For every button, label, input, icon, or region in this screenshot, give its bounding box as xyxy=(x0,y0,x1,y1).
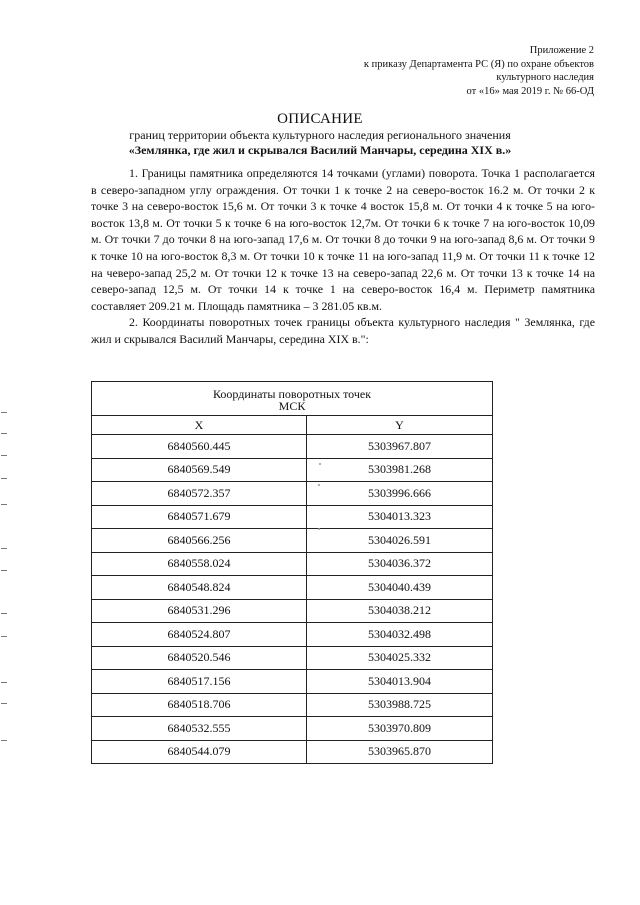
table-caption-line: Координаты поворотных точек xyxy=(212,387,372,401)
scan-margin-mark xyxy=(1,636,7,637)
appendix-line: культурного наследия xyxy=(496,72,594,84)
table-row xyxy=(92,670,493,694)
cell-x: 6840520.546 xyxy=(92,646,307,670)
table-row xyxy=(92,740,493,764)
coordinates-intro-paragraph: 2. Координаты поворотных точек границы объекта культурного наследия " Землянка, где жил и скрывался Василий Манчары, середина XIX в.": xyxy=(91,315,595,346)
cell-y: 5304040.439 xyxy=(307,576,493,600)
cell-y: 5303970.809 xyxy=(307,717,493,741)
document-subtitle xyxy=(0,128,640,158)
cell-x: 6840532.555 xyxy=(92,717,307,741)
table-caption-system: МСК xyxy=(278,399,306,413)
cell-y: 5304026.591 xyxy=(307,529,493,553)
cell-y: 5304013.323 xyxy=(307,505,493,529)
cell-x: 6840524.807 xyxy=(92,623,307,647)
table-row xyxy=(92,646,493,670)
table-row xyxy=(92,505,493,529)
table-row xyxy=(92,482,493,506)
appendix-line: к приказу Департамента РС (Я) по охране объектов xyxy=(363,58,594,70)
scan-margin-mark xyxy=(1,570,7,571)
column-header-x: X xyxy=(92,416,307,435)
scan-margin-mark xyxy=(1,433,7,434)
table-row xyxy=(92,693,493,717)
appendix-line: от «16» мая 2019 г. № 66-ОД xyxy=(466,85,594,97)
column-header-y: Y xyxy=(307,416,493,435)
scan-margin-mark xyxy=(1,412,7,413)
table-row xyxy=(92,599,493,623)
cell-y: 5303965.870 xyxy=(307,740,493,764)
description-body xyxy=(91,165,595,348)
cell-x: 6840571.679 xyxy=(92,505,307,529)
table-row xyxy=(92,552,493,576)
appendix-header xyxy=(294,44,594,98)
cell-x: 6840517.156 xyxy=(92,670,307,694)
scan-margin-mark xyxy=(1,703,7,704)
scan-margin-mark xyxy=(1,740,7,741)
table-row xyxy=(92,717,493,741)
boundary-paragraph: 1. Границы памятника определяются 14 точками (углами) поворота. Точка 1 располагается в северо-западном углу ограждения. От точки 1 к точке 2 на северо-восток 16.2 м. От точки 2 к точке 3 на северо-восток 15,6 м. От точки 3 к точке 4 восток 15,8 м. От точки 4 к точке 5 на юго-восток 13,8 м. От точки 5 к точке 6 на юго-восток 12,7м. От точки 6 к точке 7 на юго-восток 10,09 м. От точки 7 до точки 8 на юго-запад 17,6 м. От точки 8 до точки 9 на юго-запад 8,6 м. От точки 9 к точке 10 на юго-восток 8,3 м. От точки 10 к точке 11 на юго-запад 11,9 м. От точки 11 к точке 12 на чеверо-запад 25,2 м. От точки 12 к точке 13 на северо-запад 22,6 м. От точки 13 к точке 14 на северо-запад 12,5 м. От точки 14 к точке 1 на северо-восток 16,4 м. Периметр памятника составляет 209.21 м. Площадь памятника – 3 281.05 кв.м. xyxy=(91,166,595,313)
cell-y: 5304013.904 xyxy=(307,670,493,694)
subtitle-line: границ территории объекта культурного наследия регионального значения xyxy=(129,128,511,142)
cell-y: 5304025.332 xyxy=(307,646,493,670)
cell-x: 6840548.824 xyxy=(92,576,307,600)
scan-margin-mark xyxy=(1,455,7,456)
coordinates-table xyxy=(91,381,493,764)
cell-x: 6840558.024 xyxy=(92,552,307,576)
scan-margin-mark xyxy=(1,613,7,614)
scan-dot xyxy=(318,484,320,486)
appendix-line: Приложение 2 xyxy=(529,45,594,56)
cell-x: 6840572.357 xyxy=(92,482,307,506)
cell-x: 6840566.256 xyxy=(92,529,307,553)
cell-x: 6840518.706 xyxy=(92,693,307,717)
table-row xyxy=(92,458,493,482)
scan-dot xyxy=(318,528,320,530)
scan-margin-mark xyxy=(1,478,7,479)
scan-dot xyxy=(319,463,321,465)
cell-y: 5304036.372 xyxy=(307,552,493,576)
cell-y: 5303988.725 xyxy=(307,693,493,717)
scan-margin-mark xyxy=(1,504,7,505)
cell-x: 6840531.296 xyxy=(92,599,307,623)
cell-x: 6840569.549 xyxy=(92,458,307,482)
table-caption xyxy=(92,382,493,416)
cell-y: 5304032.498 xyxy=(307,623,493,647)
cell-y: 5303996.666 xyxy=(307,482,493,506)
object-name: «Землянка, где жил и скрывался Василий Манчары, середина XIX в.» xyxy=(128,143,512,157)
table-row xyxy=(92,529,493,553)
scan-margin-mark xyxy=(1,682,7,683)
document-title: ОПИСАНИЕ xyxy=(277,111,363,127)
cell-y: 5303981.268 xyxy=(307,458,493,482)
table-row xyxy=(92,623,493,647)
table-row xyxy=(92,576,493,600)
cell-y: 5303967.807 xyxy=(307,435,493,459)
table-row xyxy=(92,435,493,459)
cell-y: 5304038.212 xyxy=(307,599,493,623)
cell-x: 6840560.445 xyxy=(92,435,307,459)
cell-x: 6840544.079 xyxy=(92,740,307,764)
scan-margin-mark xyxy=(1,548,7,549)
